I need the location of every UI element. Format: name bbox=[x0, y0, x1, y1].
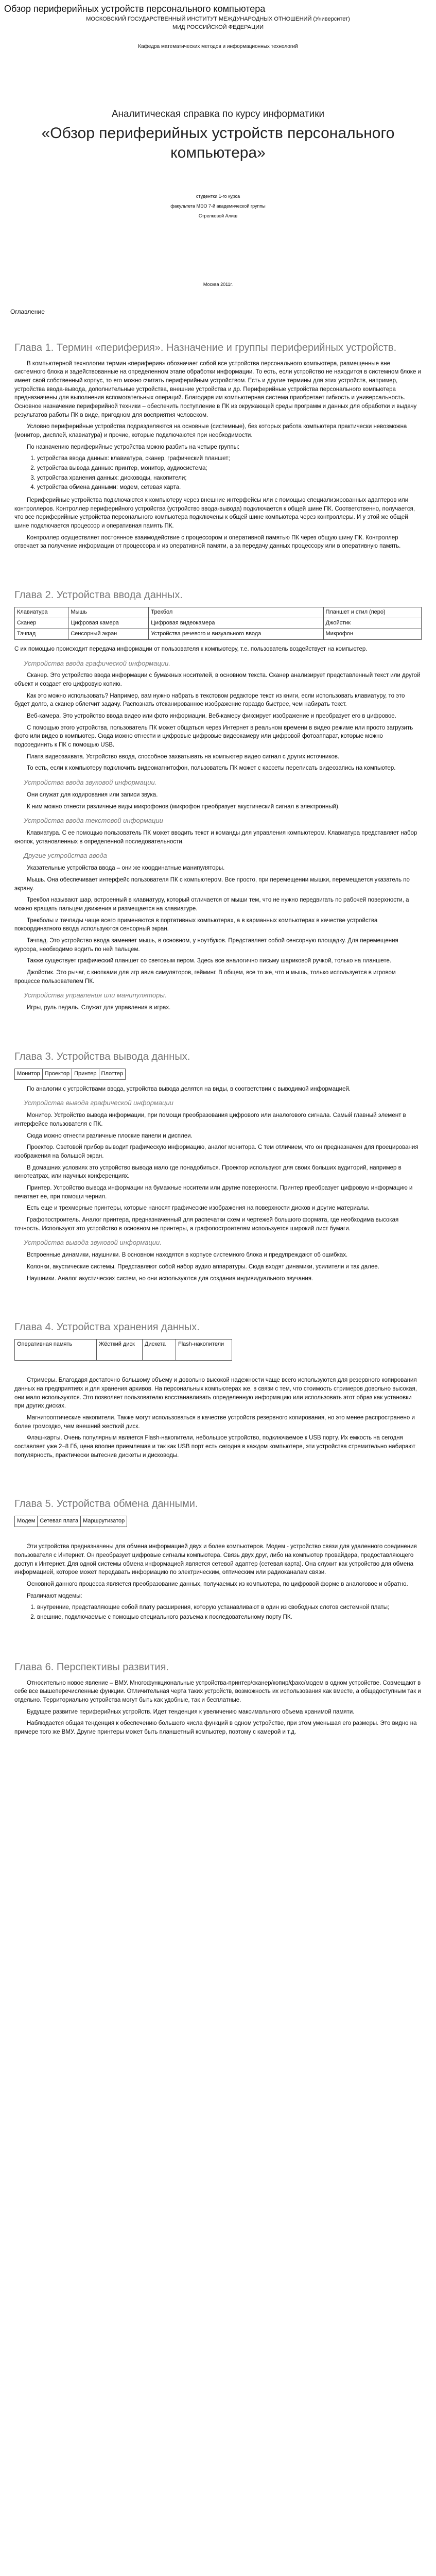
chapter-5-heading: Глава 5. Устройства обмена данными. bbox=[14, 1498, 198, 1510]
subheading: Другие устройства ввода bbox=[24, 852, 107, 860]
paragraph: Стримеры. Благодаря достаточно большому объему и довольно высокой надежности чаще всего используются для резервного копирования данных на предприятиях и для хранения архивов. На персональных компьютерах же, в связи с тем, что стоимость стримеров довольно высокая, они мало используются. Это позволяет пользователю восстанавливать определенную информацию или использовать этот образ как установки при других дисках. bbox=[14, 1377, 417, 1410]
paragraph: Основной данного процесса является преобразование данных, получаемых из компьютера, по цифровой форме в аналоговое и обратно. bbox=[27, 1581, 408, 1587]
author-name: Стрелковой Алиш bbox=[198, 213, 238, 219]
output-devices-table bbox=[14, 1069, 126, 1080]
paragraph: Принтер. Устройство вывода информации на бумажные носители или другие поверхности. Принтер преобразует цифровую информацию и печатает ее, при помощи чернил. bbox=[14, 1185, 413, 1200]
paragraph: В домашних условиях это устройство вывода мало где понадобиться. Проектор используют для своих больших аудиторий, например в кинотеатрах, или научных конференциях. bbox=[14, 1164, 402, 1180]
storage-devices-table bbox=[14, 1339, 232, 1361]
table-cell: Сканер bbox=[15, 618, 68, 629]
paragraph: Эти устройства предназначены для обмена информацией двух и более компьютеров. Модем - устройство связи для удаленного соединения пользователя с Интернет. Он преобразует цифровые сигналы компьютера. Связь двух друг, либо на компьютер провайдера, предоставляющего доступ к Интернет. Для одной системы обмена информацией является сетевой адаптер (сетевая карта). Она служит как устройство для обмена информацией, которое может передавать информацию по электрическим, оптическим или радиоканалам связи. bbox=[14, 1544, 417, 1576]
list-item: 4. устройства обмена данными: модем, сетевая карта. bbox=[37, 483, 422, 492]
paragraph: Флэш-карты. Очень популярным является Flash-накопители, небольшое устройство, подключаемое к USB порту. Их емкость на сегодня составляет уже 2–8 Гб, цена вполне приемлемая и так как USB порт есть сегодня в каждом компьютере, эти устройства стремительно набирают популярность, практически вытеснив дискеты и дисководы. bbox=[14, 1435, 416, 1459]
table-cell: Мышь bbox=[68, 607, 149, 618]
paragraph: Игры, руль педаль. Служат для управления в играх. bbox=[27, 1005, 171, 1011]
paragraph: Они служат для кодирования или записи звука. bbox=[27, 791, 158, 798]
paragraph: Колонки, акустические системы. Представляют собой набор аудио аппаратуры. Сюда входят динамики, усилители и так далее. bbox=[27, 1263, 379, 1270]
table-cell: Сенсорный экран bbox=[68, 629, 149, 639]
table-cell: Сетевая плата bbox=[38, 1516, 81, 1527]
device-groups-list bbox=[37, 454, 422, 492]
paragraph: Наблюдается общая тенденция к обеспечению большего числа функций в одном устройстве, при этом уменьшая его размеры. Это видно на примере того же ВМУ. Другие принтеры может быть планшетный компьютер, поэтому с камерой и т.д. bbox=[14, 1720, 417, 1735]
paragraph: Контроллер осуществляет постоянное взаимодействие с процессором и оперативной памятью ПК через общую шину ПК. Контроллер отвечает за получение информации от процессора и из оперативной памяти, а за передачу данных процессору или в оперативную память. bbox=[14, 534, 401, 550]
list-item: 2. внешние, подключаемые с помощью специального разъема к последовательному порту ПК. bbox=[37, 1613, 422, 1622]
paragraph: Тачпад. Это устройство ввода заменяет мышь, в основном, у ноутбуков. Представляет собой сенсорную площадку. Для перемещения курсора, необходимо водить по ней пальцем. bbox=[14, 938, 398, 953]
subheading: Устройства вывода звуковой информации. bbox=[24, 1239, 162, 1247]
paragraph: Трекбол называют шар, встроенный в клавиатуру, который отличается от мыши тем, что не нужно передвигать по рабочей поверхности, а можно вращать пальцем движения и размещается на клавиатуре. bbox=[14, 897, 409, 912]
table-row bbox=[15, 1516, 127, 1527]
paragraph: С помощью этого устройства, пользователь ПК может общаться через Интернет в реальном времени в видео режиме или просто загрузить фото или видео в компьютер. Сюда можно отнести и цифровые цифровые видеокамеру или цифровой фотоаппарат, которые можно подсоединить к ПК с помощью USB. bbox=[14, 724, 413, 749]
paragraph: Условно периферийные устройства подразделяются на основные (системные), без которых работа компьютера практически невозможна (монитор, дисплей, клавиатура) и прочие, которые подключаются при необходимости. bbox=[14, 423, 407, 438]
subheading: Устройства вывода графической информации bbox=[24, 1099, 173, 1107]
table-cell: Маршрутизатор bbox=[81, 1516, 127, 1527]
input-devices-table bbox=[14, 607, 422, 640]
paragraph: Указательные устройства ввода – они же координатные манипуляторы. bbox=[27, 865, 225, 872]
paragraph: То есть, если к компьютеру подключить видеомагнитофон, пользователь ПК может с кассеты переписать видеозапись на компьютер. bbox=[27, 765, 396, 772]
table-cell: Цифровая видеокамера bbox=[149, 618, 323, 629]
table-cell: Цифровая камера bbox=[68, 618, 149, 629]
city-year: Москва 2011г. bbox=[203, 282, 233, 287]
modem-types-list bbox=[37, 1603, 422, 1621]
institute-subtitle: МИД РОССИЙСКОЙ ФЕДЕРАЦИИ bbox=[172, 24, 264, 31]
paragraph: Будущее развитие периферийных устройств. Идет тенденция к увеличению максимального объема хранимой памяти. bbox=[27, 1708, 355, 1715]
list-item: 1. устройства ввода данных: клавиатура, сканер, графический планшет; bbox=[37, 454, 422, 463]
student-line: студентки 1-го курса bbox=[196, 194, 240, 199]
paragraph: По аналогии с устройствами ввода, устройства вывода делятся на виды, в соответствии с выводимой информацией. bbox=[27, 1086, 351, 1092]
paragraph: Плата видеозахвата. Устройство ввода, способное захватывать на компьютер видео сигнал с других источников. bbox=[27, 753, 340, 760]
table-cell: Трекбол bbox=[149, 607, 323, 618]
title-block bbox=[0, 107, 436, 162]
department-name: Кафедра математических методов и информационных технологий bbox=[138, 43, 298, 49]
table-cell: Клавиатура bbox=[15, 607, 68, 618]
subheading: Устройства ввода текстовой информации bbox=[24, 817, 163, 825]
table-row bbox=[15, 607, 422, 618]
table-cell: Плоттер bbox=[99, 1069, 126, 1079]
paragraph: Как это можно использовать? Например, вам нужно набрать в текстовом редакторе текст из книги, если использовать клавиатуру, то это будет долго, а сканер облегчит задачу. Распознать отсканированное изображение гораздо быстрее, чем набирать текст. bbox=[14, 692, 405, 708]
table-row bbox=[15, 629, 422, 639]
table-of-contents-heading: Оглавление bbox=[10, 308, 45, 316]
table-cell: Дискета bbox=[143, 1340, 176, 1361]
paragraph: Также существует графический планшет со световым пером. Здесь все аналогично письму шариковой ручкой, только на планшете. bbox=[27, 958, 392, 964]
exchange-devices-table bbox=[14, 1516, 127, 1527]
table-cell: Джойстик bbox=[323, 618, 421, 629]
paragraph: Монитор. Устройство вывода информации, при помощи преобразования цифрового или аналогового сигнала. Самый главный элемент в интерфейсе пользователя с ПК. bbox=[14, 1112, 406, 1127]
table-cell: Микрофон bbox=[323, 629, 421, 639]
paragraph: К ним можно отнести различные виды микрофонов (микрофон преобразует акустический сигнал в электронный). bbox=[27, 803, 340, 810]
subheading: Устройства ввода звуковой информации. bbox=[24, 778, 157, 787]
table-cell: Жёсткий диск bbox=[97, 1340, 143, 1361]
paragraph: Сканер. Это устройство ввода информации с бумажных носителей, в основном текста. Сканер анализирует представленный текст или другой объект и создает его цифровую копию. bbox=[14, 672, 421, 688]
chapter-2-heading: Глава 2. Устройства ввода данных. bbox=[14, 589, 183, 601]
table-row bbox=[15, 1069, 126, 1079]
document-body bbox=[0, 317, 436, 1737]
table-row bbox=[15, 618, 422, 629]
chapter-3-heading: Глава 3. Устройства вывода данных. bbox=[14, 1050, 190, 1062]
list-item: 2. устройства вывода данных: принтер, монитор, аудиосистема; bbox=[37, 464, 422, 473]
table-cell: Тачпад bbox=[15, 629, 68, 639]
document-title: Обзор периферийных устройств персонального компьютера bbox=[4, 4, 266, 14]
table-cell: Планшет и стил (перо) bbox=[323, 607, 421, 618]
paragraph: С их помощью происходит передача информации от пользователя к компьютеру, т.е. пользователь воздействует на компьютер. bbox=[14, 646, 368, 652]
paragraph: Клавиатура. С ее помощью пользователь ПК может вводить текст и команды для управления компьютером. Клавиатура представляет набор кнопок, установленных в определенной последовательности. bbox=[14, 830, 417, 845]
paragraph: В компьютерной технологии термин «периферия» обозначает собой все устройства персонального компьютера, размещенные вне системного блока и задействованные на определенном этапе обработки информации. То есть, если устройство не находится в системном блоке и имеет свой собственный корпус, то его можно считать периферийным устройством. Есть и другие термины для этих устройств, например, устройства ввода-вывода, дополнительные устройства, внешние устройства и др. Периферийные устройства персонального компьютера предназначены для выполнения вспомогательных операций. Благодаря им компьютерная система приобретает гибкость и универсальность. Основное назначение периферийной техники – обеспечить поступление в ПК из окружающей среды программ и данных для обработки и выдачу результатов работы ПК в виде, пригодном для восприятия человеком. bbox=[14, 360, 421, 418]
table-cell: Оперативная память bbox=[15, 1340, 97, 1361]
subheading: Устройства управления или манипуляторы. bbox=[24, 991, 167, 999]
paragraph: Встроенные динамики, наушники. В основном находятся в корпусе системного блока и предупреждают об ошибках. bbox=[27, 1252, 348, 1259]
paragraph: Периферийные устройства подключаются к компьютеру через внешние интерфейсы или с помощью специализированных адаптеров или контроллеров. Контроллер периферийного устройства (устройство ввода-вывода) подключается к общей шине ПК. Соответственно, получается, что все периферийные устройства персонального компьютера подключены к общей шине компьютера через контроллеры. И у этой же общей шине подключается процессор и оперативная память ПК. bbox=[14, 497, 415, 530]
institute-name: МОСКОВСКИЙ ГОСУДАРСТВЕННЫЙ ИНСТИТУТ МЕЖДУНАРОДНЫХ ОТНОШЕНИЙ (Университет) bbox=[86, 16, 350, 23]
paragraph: Относительно новое явление – ВМУ. Многофункциональные устройства-принтер/сканер/копир/факс/модем в одном устройстве. Совмещают в себе все вышеперечисленные функции. Отличительная черта таких устройств, возможность их использования как вместе, а общедоступным так и отдельно. Территориально устройства могут быть как удобные, так и бесплатные. bbox=[14, 1680, 421, 1703]
paragraph: Трекболы и тачпады чаще всего применяются в портативных компьютерах, а в карманных компьютерах в качестве устройства покоординатного ввода используются сенсорный экран. bbox=[14, 917, 378, 933]
paragraph: Веб-камера. Это устройство ввода видео или фото информации. Веб-камеру фиксирует изображение и преобразует его в цифровое. bbox=[27, 713, 396, 720]
table-cell: Модем bbox=[15, 1516, 38, 1527]
paragraph: Наушники. Аналог акустических систем, но они используются для создания индивидуального звучания. bbox=[27, 1275, 313, 1282]
paragraph: Сюда можно отнести различные плоские панели и дисплеи. bbox=[27, 1132, 193, 1139]
table-row bbox=[15, 1340, 232, 1361]
paragraph: По назначению периферийные устройства можно разбить на четыре группы: bbox=[27, 444, 240, 450]
list-item: 3. устройства хранения данных: дисководы, накопители; bbox=[37, 474, 422, 483]
paragraph: Магнитооптические накопители. Также могут использоваться в качестве устройств резервного копирования, но это менее распространено и более громоздко, чем внешний жесткий диск. bbox=[14, 1414, 415, 1430]
report-type: Аналитическая справка по курсу информатики bbox=[111, 109, 325, 120]
paragraph: Джойстик. Это рычаг, с кнопками для игр авиа симуляторов, гейминг. В общем, все то же, что и мышь, только используется в игровом процессе пользователем ПК. bbox=[14, 970, 396, 985]
paragraph: Различают модемы: bbox=[27, 1592, 82, 1599]
paragraph: Есть еще и трехмерные принтеры, которые наносят графические изображения на поверхности дисков и другие материалы. bbox=[27, 1205, 370, 1212]
report-title: «Обзор периферийных устройств персонального компьютера» bbox=[41, 125, 395, 161]
chapter-1-heading: Глава 1. Термин «периферия». Назначение и группы периферийных устройств. bbox=[14, 342, 397, 353]
paragraph: Мышь. Она обеспечивает интерфейс пользователя ПК с компьютером. Все просто, при перемещении мышки, перемещается указатель по экрану. bbox=[14, 876, 410, 892]
list-item: 1. внутренние, представляющие собой плату расширения, которую устанавливают в один из свободных слотов системной платы; bbox=[37, 1603, 422, 1612]
chapter-4-heading: Глава 4. Устройства хранения данных. bbox=[14, 1321, 200, 1333]
faculty-line: факультета МЭО 7-й академической группы bbox=[170, 204, 266, 209]
table-cell: Монитор bbox=[15, 1069, 43, 1079]
table-cell: Принтер bbox=[72, 1069, 99, 1079]
table-cell: Проектор bbox=[42, 1069, 72, 1079]
subheading: Устройства ввода графической информации. bbox=[24, 659, 170, 667]
table-cell: Устройства речевого и визуального ввода bbox=[149, 629, 323, 639]
paragraph: Графопостроитель. Аналог принтера, предназначенный для распечатки схем и чертежей большого формата, где необходима высокая точность. Используют это устройство в основном не принтеры, а графопостроителям используется широкий лист бумаги. bbox=[14, 1217, 399, 1232]
table-cell: Flash-накопители bbox=[176, 1340, 232, 1361]
paragraph: Проектор. Световой прибор выводит графическую информацию, аналог монитора. С тем отличием, что он предназначен для проецирования изображения на большой экран. bbox=[14, 1144, 418, 1160]
chapter-6-heading: Глава 6. Перспективы развития. bbox=[14, 1661, 169, 1673]
